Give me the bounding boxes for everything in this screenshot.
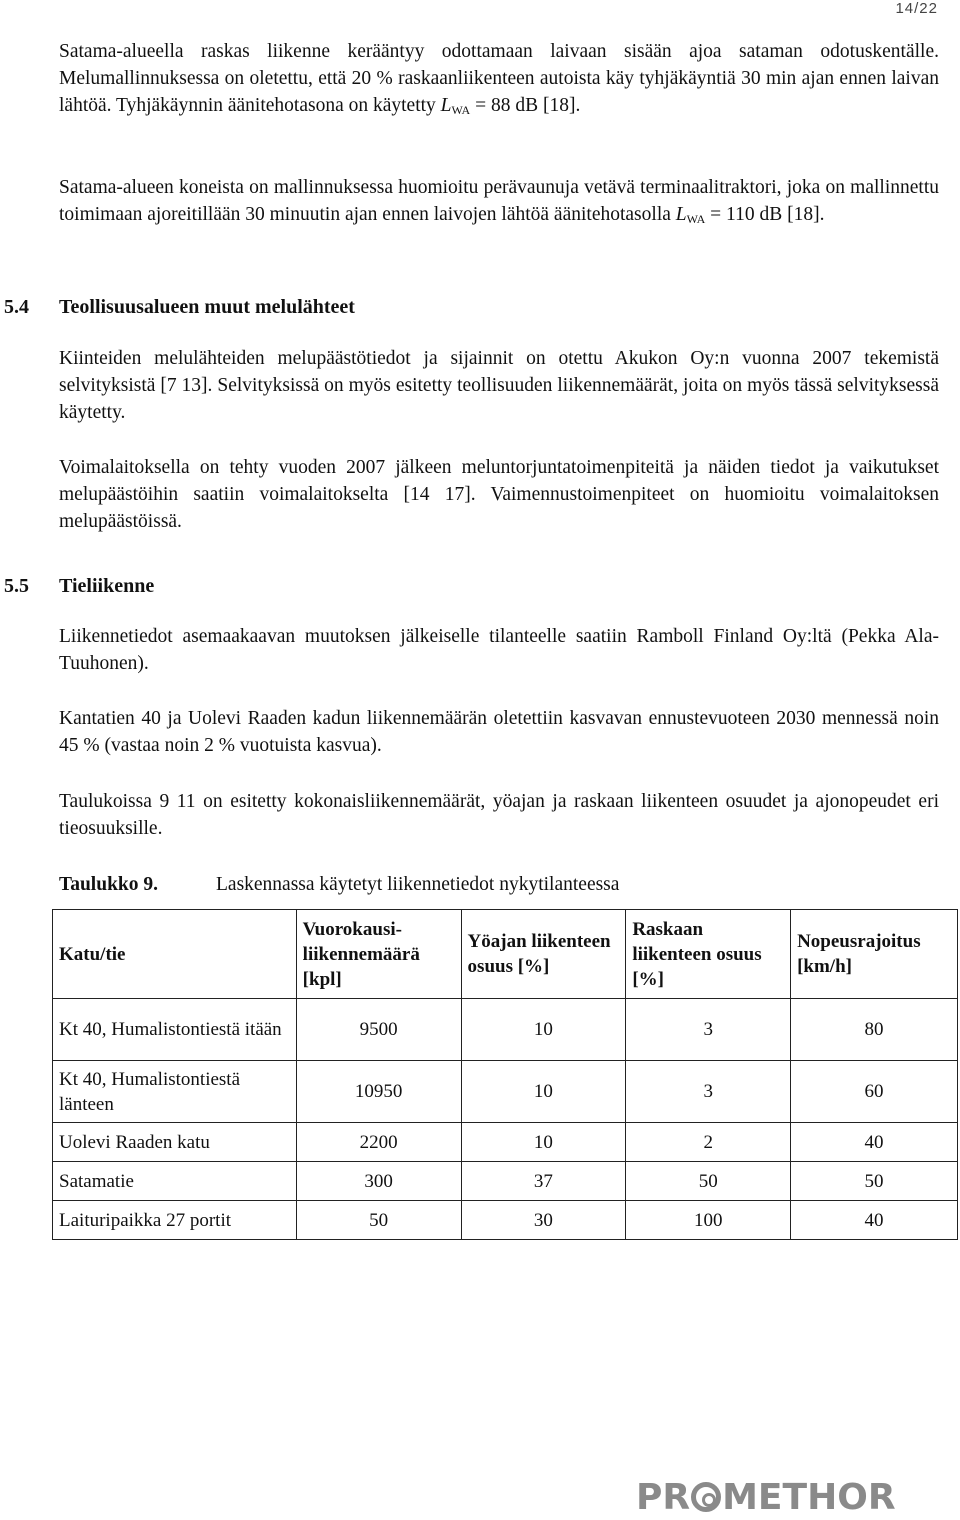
table-cell: 10950 xyxy=(296,1061,461,1123)
paragraph-power-plant: Voimalaitoksella on tehty vuoden 2007 jälkeen meluntorjuntatoimenpiteitä ja näiden tiedot ja vaikutukset melupäästöihin saatiin voimalaitokselta [14 17]. Vaimennustoimenpiteet on huomioitu voimalaitoksen melupäästöissä. xyxy=(59,457,939,532)
table-cell: 50 xyxy=(626,1162,791,1201)
paragraph-tables-intro: Taulukoissa 9 11 on esitetty kokonaisliikennemäärät, yöajan ja raskaan liikenteen osuudet ja ajonopeudet eri tieosuuksille. xyxy=(59,791,939,839)
table-row xyxy=(53,1061,958,1123)
table-cell: 37 xyxy=(461,1162,626,1201)
table-caption xyxy=(59,871,939,898)
section-title: Teollisuusalueen muut melulähteet xyxy=(59,296,355,318)
traffic-data-table xyxy=(52,909,958,1240)
section-number: 5.5 xyxy=(4,575,29,597)
table-header-row xyxy=(53,910,958,999)
paragraph-text: = 88 dB [18]. xyxy=(470,95,581,116)
table-caption-text: Laskennassa käytetyt liikennetiedot nykytilanteessa xyxy=(216,874,620,895)
table-cell: 60 xyxy=(791,1061,958,1123)
subscript-wa: WA xyxy=(451,103,471,117)
table-caption-label: Taulukko 9. xyxy=(59,874,159,895)
table-cell: 10 xyxy=(461,1123,626,1162)
table-cell-road: Laituripaikka 27 portit xyxy=(53,1201,297,1240)
table-cell-road: Uolevi Raaden katu xyxy=(53,1123,297,1162)
table-cell: 80 xyxy=(791,999,958,1061)
table-cell: 2 xyxy=(626,1123,791,1162)
table-row xyxy=(53,1201,958,1240)
promethor-logo xyxy=(636,1478,896,1518)
paragraph-text: = 110 dB [18]. xyxy=(705,204,825,225)
paragraph-fixed-sources: Kiinteiden melulähteiden melupäästötiedot ja sijainnit on otettu Akukon Oy:n vuonna 2007 tekemistä selvityksistä [7 13]. Selvityksissä on myös esitetty teollisuuden liikennemäärät, joita on myös tässä selvityksessä käytetty. xyxy=(59,348,939,423)
table-cell-road: Satamatie xyxy=(53,1162,297,1201)
table-cell: 10 xyxy=(461,999,626,1061)
table-row xyxy=(53,1123,958,1162)
column-header: Nopeusrajoitus [km/h] xyxy=(791,910,958,999)
logo-text-left: PR xyxy=(636,1477,691,1518)
symbol-l: L xyxy=(675,204,687,225)
subscript-wa: WA xyxy=(686,212,706,226)
column-header: Vuorokausi-liikennemäärä [kpl] xyxy=(296,910,461,999)
table-cell: 50 xyxy=(296,1201,461,1240)
logo-ring-icon xyxy=(691,1482,721,1512)
table-cell-road: Kt 40, Humalistontiestä itään xyxy=(53,999,297,1061)
table-cell: 9500 xyxy=(296,999,461,1061)
section-number: 5.4 xyxy=(4,296,29,318)
table-cell-road: Kt 40, Humalistontiestä länteen xyxy=(53,1061,297,1123)
table-cell: 50 xyxy=(791,1162,958,1201)
paragraph-harbor-machines xyxy=(59,174,939,233)
table-cell: 10 xyxy=(461,1061,626,1123)
paragraph-harbor-traffic xyxy=(59,38,939,124)
table-cell: 100 xyxy=(626,1201,791,1240)
table-cell: 300 xyxy=(296,1162,461,1201)
table-cell: 30 xyxy=(461,1201,626,1240)
column-header: Katu/tie xyxy=(53,910,297,999)
table-cell: 2200 xyxy=(296,1123,461,1162)
table-row xyxy=(53,1162,958,1201)
table-cell: 3 xyxy=(626,999,791,1061)
section-title: Tieliikenne xyxy=(59,575,155,597)
paragraph-text: Satama-alueen koneista on mallinnuksessa huomioitu perävaunuja vetävä terminaalitraktori, joka on mallinnettu toimimaan ajoreitillään 30 minuutin ajan ennen laivojen lähtöä äänitehotasolla xyxy=(59,177,939,225)
page-number: 14/22 xyxy=(895,0,938,17)
section-heading-5-4 xyxy=(4,294,939,321)
table-row xyxy=(53,999,958,1061)
table-cell: 3 xyxy=(626,1061,791,1123)
logo-text-right: METHOR xyxy=(722,1477,896,1518)
paragraph-traffic-source: Liikennetiedot asemaakaavan muutoksen jälkeiselle tilanteelle saatiin Ramboll Finland Oy:ltä (Pekka Ala-Tuuhonen). xyxy=(59,626,939,674)
symbol-l: L xyxy=(440,95,452,116)
section-heading-5-5 xyxy=(4,573,939,600)
table-cell: 40 xyxy=(791,1123,958,1162)
column-header: Raskaan liikenteen osuus [%] xyxy=(626,910,791,999)
paragraph-text: Satama-alueella raskas liikenne kerääntyy odottamaan laivaan sisään ajoa sataman odotuskentälle. Melumallinnuksessa on oletettu, että 20 % raskaanliikenteen autoista käy tyhjäkäyntiä 30 min ajan ennen laivan lähtöä. Tyhjäkäynnin äänitehotasona on käytetty xyxy=(59,41,939,116)
paragraph-traffic-growth: Kantatien 40 ja Uolevi Raaden kadun liikennemäärän oletettiin kasvavan ennustevuoteen 2030 mennessä noin 45 % (vastaa noin 2 % vuotuista kasvua). xyxy=(59,708,939,756)
table-cell: 40 xyxy=(791,1201,958,1240)
column-header: Yöajan liikenteen osuus [%] xyxy=(461,910,626,999)
